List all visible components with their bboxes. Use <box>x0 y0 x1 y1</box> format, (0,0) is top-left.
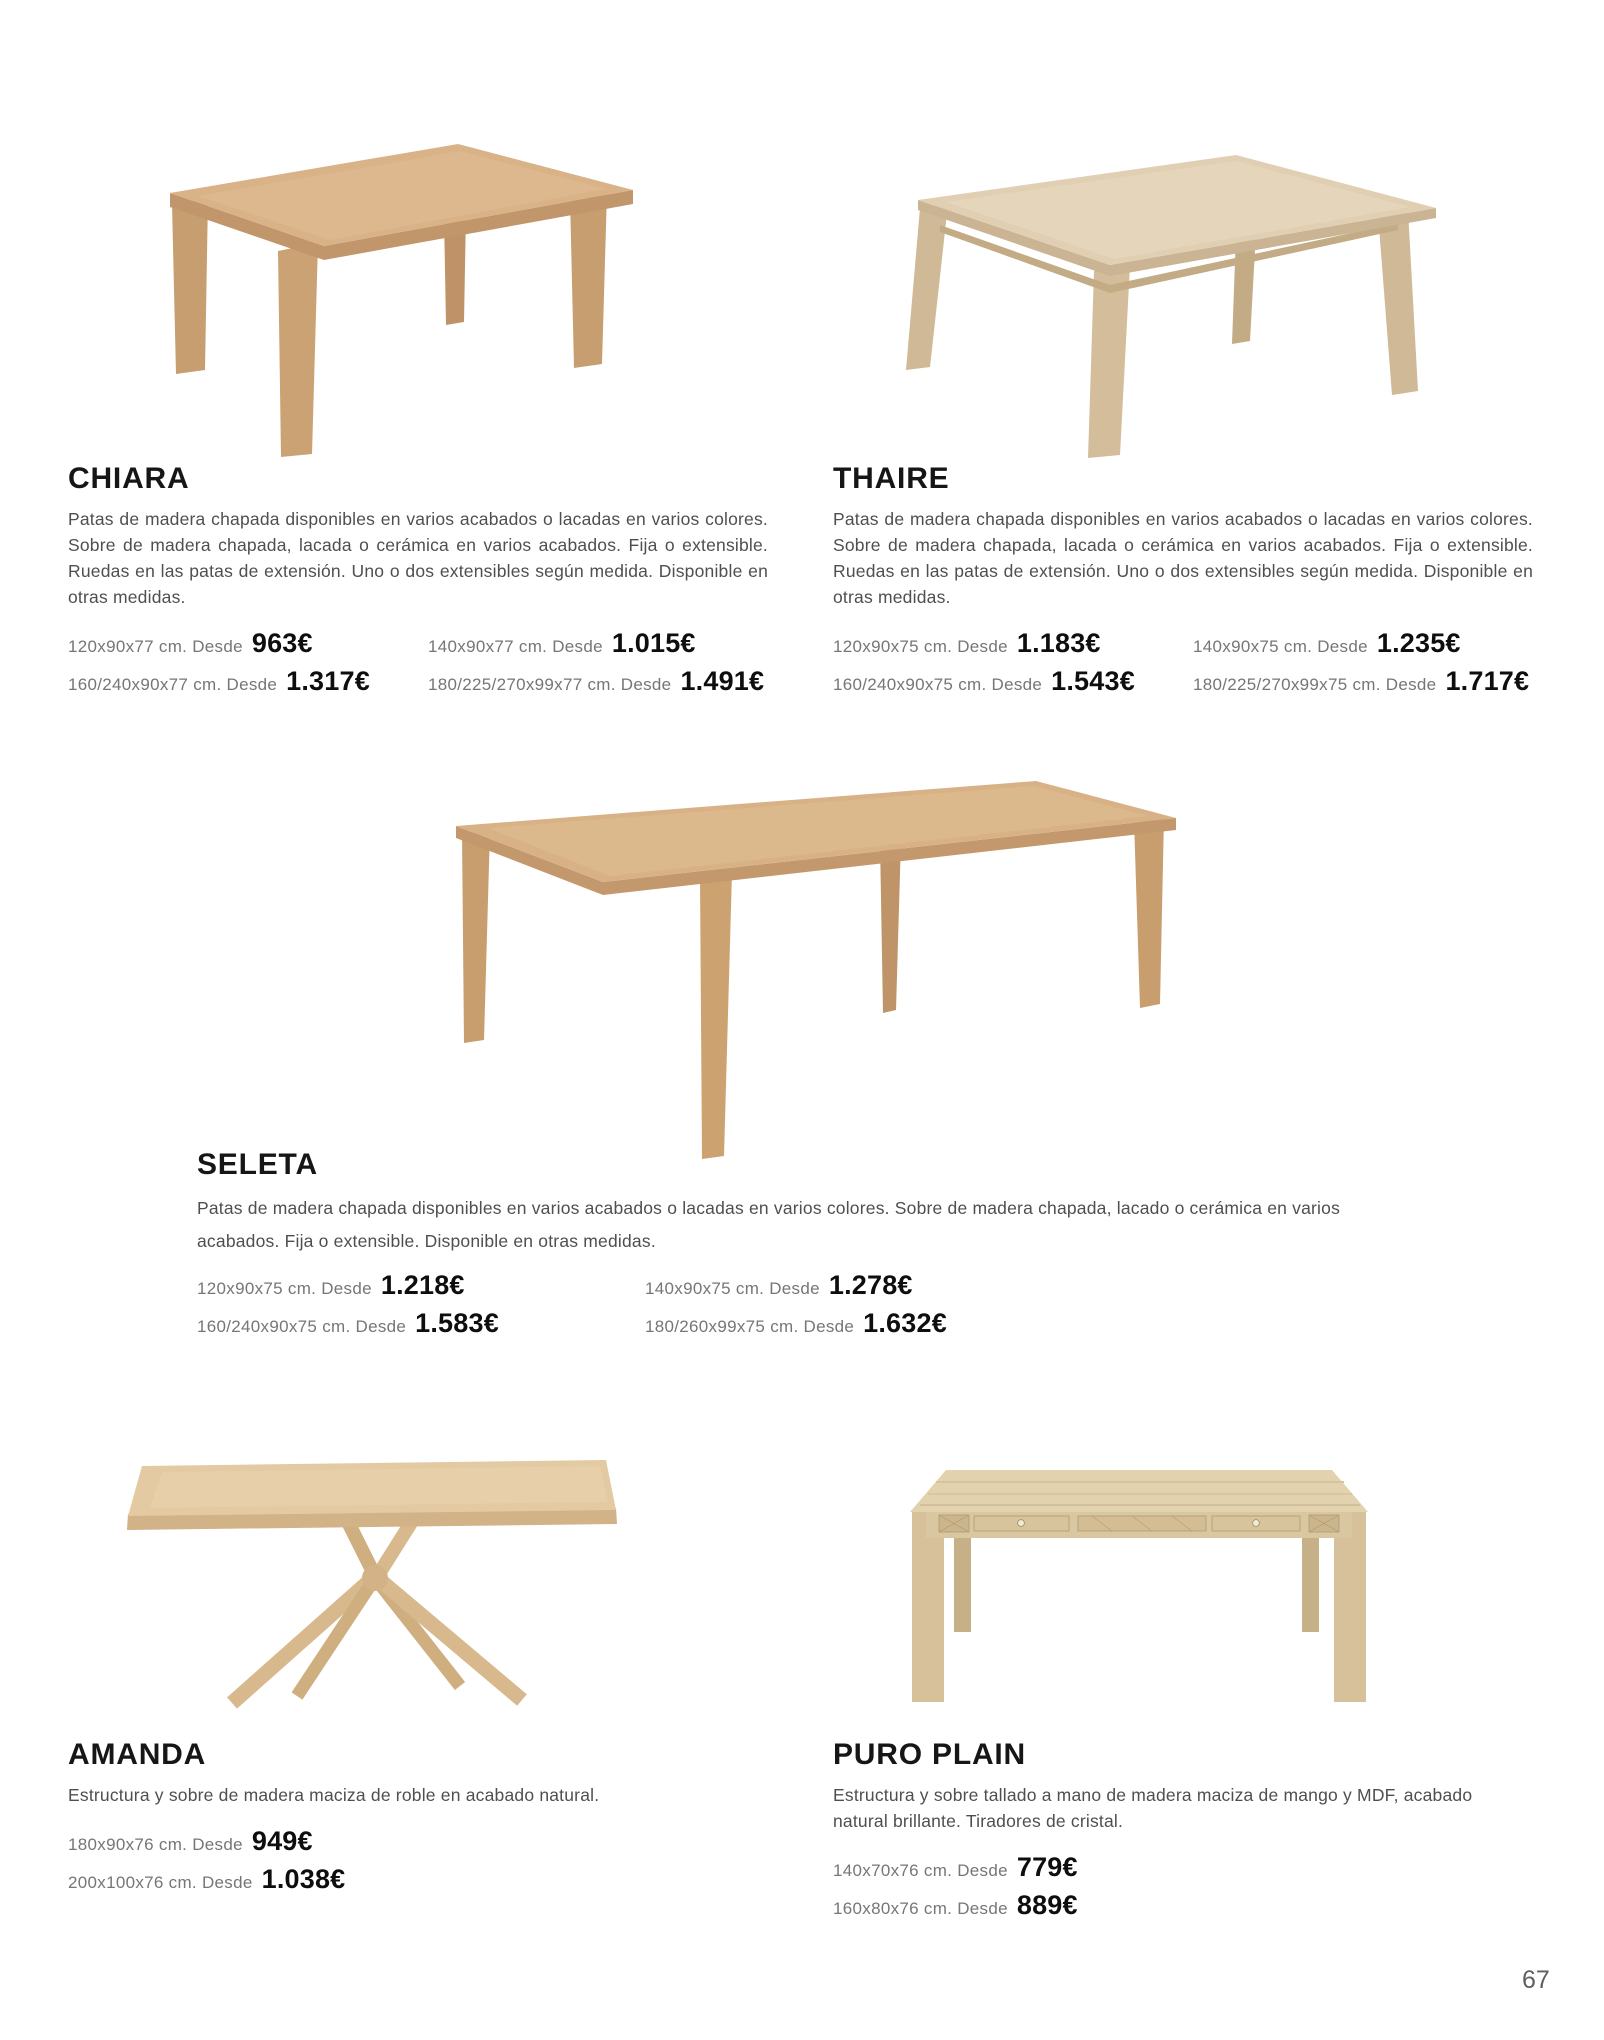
crossed-legs <box>232 1518 522 1703</box>
price-value: 1.632€ <box>863 1308 947 1338</box>
puro-plain-product-section <box>833 1738 1533 1921</box>
price-row <box>833 628 1193 659</box>
price-dims: 160/240x90x77 cm. Desde <box>68 675 278 694</box>
chiara-price-list <box>68 628 768 697</box>
table-top <box>456 781 1176 895</box>
thaire-title: THAIRE <box>833 462 950 495</box>
amanda-table-illustration <box>92 1428 712 1718</box>
price-value: 1.235€ <box>1376 628 1461 658</box>
price-value: 1.183€ <box>1016 628 1101 658</box>
seleta-product-image <box>428 768 1192 1164</box>
price-row <box>645 1270 1447 1301</box>
price-dims: 140x70x76 cm. Desde <box>833 1861 1008 1880</box>
price-dims: 180x90x76 cm. Desde <box>68 1835 243 1854</box>
price-row <box>833 1852 1533 1883</box>
price-dims: 180/260x99x75 cm. Desde <box>645 1317 855 1336</box>
thaire-product-section <box>833 462 1533 697</box>
price-value: 1.218€ <box>380 1270 465 1300</box>
amanda-description: Estructura y sobre de madera maciza de roble en acabado natural. <box>68 1785 600 1805</box>
price-value: 1.278€ <box>828 1270 913 1300</box>
price-row <box>833 1890 1533 1921</box>
chiara-table-illustration <box>108 118 683 470</box>
price-dims: 140x90x77 cm. Desde <box>428 637 603 656</box>
price-dims: 160/240x90x75 cm. Desde <box>833 675 1043 694</box>
thaire-table-illustration <box>878 133 1470 465</box>
seleta-description: Patas de madera chapada disponibles en varios acabados o lacadas en varios colores. Sobre de madera chapada, lacado o cerámica en varios acabados. Fija o extensible. Disponible en otras medidas. <box>197 1198 1341 1251</box>
price-value: 1.038€ <box>261 1864 346 1894</box>
price-dims: 180/225/270x99x75 cm. Desde <box>1193 675 1437 694</box>
price-value: 1.317€ <box>286 666 370 696</box>
price-value: 889€ <box>1016 1890 1078 1920</box>
price-row <box>645 1308 1447 1339</box>
price-value: 1.717€ <box>1445 666 1530 696</box>
drawer-apron <box>926 1512 1352 1538</box>
amanda-title: AMANDA <box>68 1738 207 1771</box>
table-top <box>127 1460 617 1530</box>
seleta-product-section <box>197 1148 1447 1339</box>
price-dims: 160x80x76 cm. Desde <box>833 1899 1008 1918</box>
puro-plain-table-illustration <box>882 1422 1496 1722</box>
puro-plain-title: PURO PLAIN <box>833 1738 1027 1771</box>
price-row <box>197 1308 645 1339</box>
price-row <box>428 628 768 659</box>
price-row <box>68 1826 768 1857</box>
price-value: 1.583€ <box>415 1308 499 1338</box>
thaire-product-image <box>878 133 1470 465</box>
amanda-product-image <box>92 1428 712 1718</box>
page-number: 67 <box>1522 1966 1550 1994</box>
price-value: 1.491€ <box>680 666 765 696</box>
thaire-description: Patas de madera chapada disponibles en varios acabados o lacadas en varios colores. Sobre de madera chapada, lacada o cerámica en varios acabados. Fija o extensible. Ruedas en las patas de extensión. Uno o dos extensibles según medida. Disponible en otras medidas. <box>833 509 1533 607</box>
price-row <box>833 666 1193 697</box>
amanda-product-section <box>68 1738 768 1895</box>
chiara-description: Patas de madera chapada disponibles en varios acabados o lacadas en varios colores. Sobre de madera chapada, lacada o cerámica en varios acabados. Fija o extensible. Ruedas en las patas de extensión. Uno o dos extensibles según medida. Disponible en otras medidas. <box>68 509 768 607</box>
price-dims: 120x90x75 cm. Desde <box>833 637 1008 656</box>
chiara-title: CHIARA <box>68 462 190 495</box>
price-dims: 160/240x90x75 cm. Desde <box>197 1317 407 1336</box>
price-value: 1.015€ <box>611 628 696 658</box>
price-value: 779€ <box>1016 1852 1078 1882</box>
price-row <box>68 1864 768 1895</box>
table-top <box>918 155 1436 276</box>
price-row <box>1193 628 1533 659</box>
seleta-table-illustration <box>428 768 1192 1164</box>
price-row <box>197 1270 645 1301</box>
price-row <box>428 666 768 697</box>
table-legs <box>912 1510 1366 1702</box>
price-dims: 120x90x77 cm. Desde <box>68 637 243 656</box>
price-row <box>68 628 428 659</box>
price-row <box>68 666 428 697</box>
price-dims: 200x100x76 cm. Desde <box>68 1873 253 1892</box>
seleta-price-list <box>197 1270 1447 1339</box>
price-row <box>1193 666 1533 697</box>
table-top <box>170 144 633 260</box>
price-value: 963€ <box>251 628 313 658</box>
price-dims: 140x90x75 cm. Desde <box>645 1279 820 1298</box>
puro-plain-description: Estructura y sobre tallado a mano de madera maciza de mango y MDF, acabado natural brillante. Tiradores de cristal. <box>833 1785 1473 1831</box>
price-dims: 120x90x75 cm. Desde <box>197 1279 372 1298</box>
seleta-title: SELETA <box>197 1148 318 1181</box>
amanda-price-list <box>68 1826 768 1895</box>
chiara-product-image <box>108 118 683 470</box>
thaire-price-list <box>833 628 1533 697</box>
chiara-product-section <box>68 462 768 697</box>
price-value: 949€ <box>251 1826 313 1856</box>
table-top <box>910 1470 1368 1512</box>
puro-plain-price-list <box>833 1852 1533 1921</box>
puro-plain-product-image <box>882 1422 1496 1722</box>
price-value: 1.543€ <box>1051 666 1135 696</box>
price-dims: 140x90x75 cm. Desde <box>1193 637 1368 656</box>
price-dims: 180/225/270x99x77 cm. Desde <box>428 675 672 694</box>
